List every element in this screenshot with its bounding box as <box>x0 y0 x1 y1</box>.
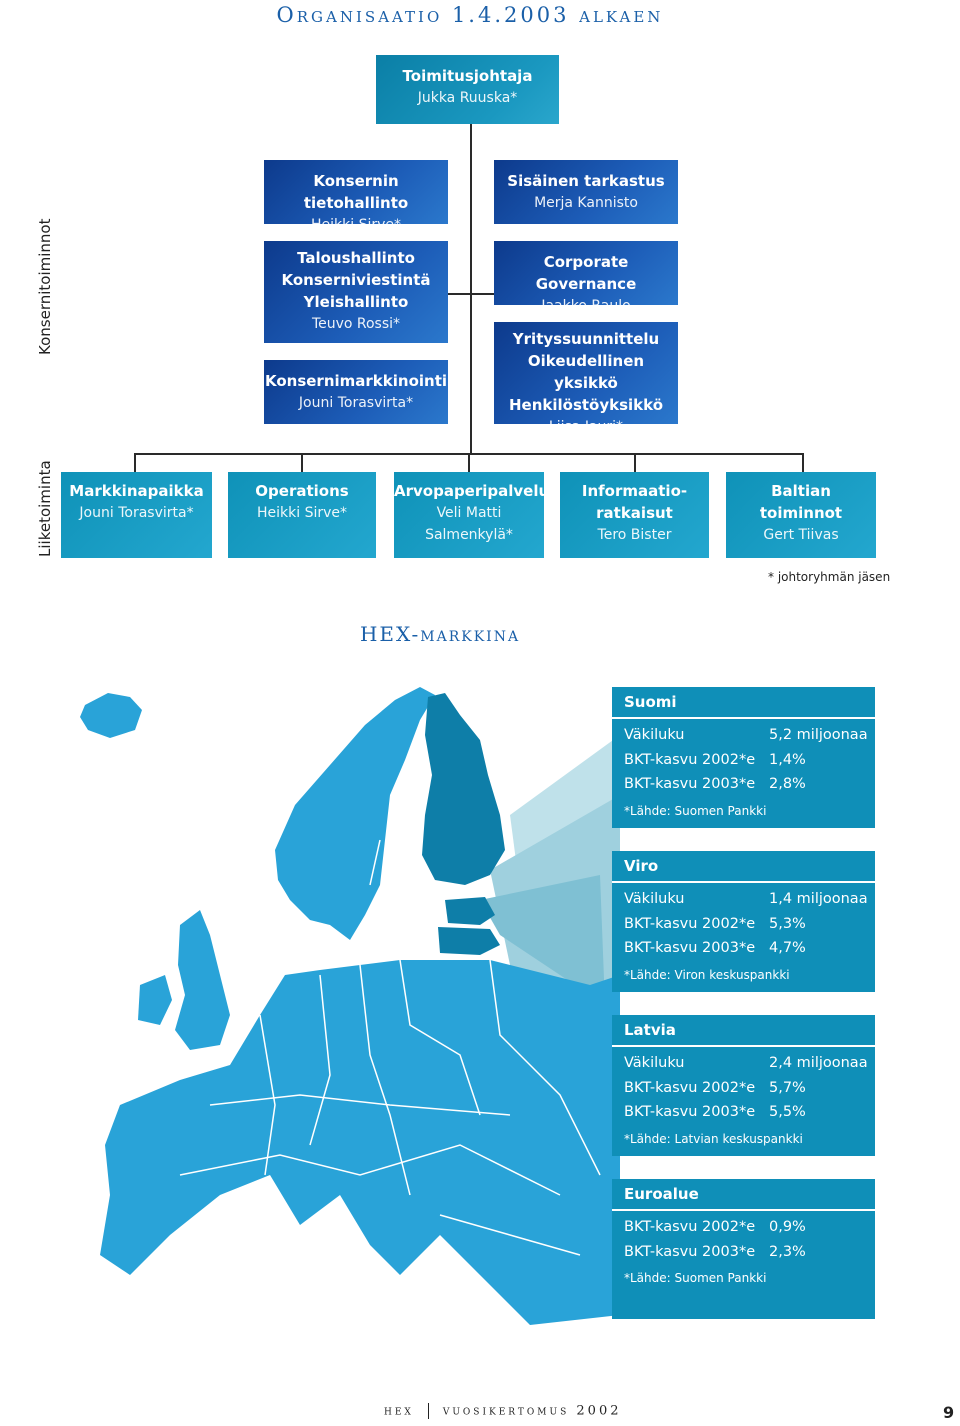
stats-latvia <box>612 1015 875 1156</box>
stat-row: BKT-kasvu 2002*e 0,9% <box>624 1219 806 1235</box>
footer-right: vuosikertomus 2002 <box>442 1403 622 1419</box>
page-title: Organisaatio 1.4.2003 alkaen <box>276 3 664 27</box>
connector-drop-4 <box>634 453 636 472</box>
map-ireland <box>138 975 172 1025</box>
stat-row: BKT-kasvu 2003*e 4,7% <box>624 940 806 956</box>
hex-market-title: HEX-markkina <box>359 622 521 646</box>
stat-row: BKT-kasvu 2002*e 5,7% <box>624 1079 806 1096</box>
unit-finance-communications: Taloushallinto Konserniviestintä Yleishallinto Teuvo Rossi* <box>264 241 448 343</box>
europe-map <box>60 675 620 1355</box>
map-mainland <box>100 960 620 1325</box>
stats-viro-heading: Viro <box>612 851 875 883</box>
map-scandinavia <box>275 687 435 940</box>
stat-row: BKT-kasvu 2003*e 5,5% <box>624 1104 806 1120</box>
page-footer <box>384 1403 622 1419</box>
footnote: * johtoryhmän jäsen <box>768 570 891 584</box>
unit-group-marketing: Konsernimarkkinointi Jouni Torasvirta* <box>264 360 448 424</box>
map-britain <box>175 910 230 1050</box>
connector-left-branch <box>448 293 494 295</box>
business-unit-securities-services: Arvopaperipalvelut Veli Matti Salmenkylä* <box>394 472 544 558</box>
footer-left: hex <box>384 1403 414 1419</box>
stats-viro <box>612 851 875 992</box>
connector-drop-3 <box>468 453 470 472</box>
stat-row: BKT-kasvu 2003*e 2,8% <box>624 776 806 792</box>
connector-drop-2 <box>301 453 303 472</box>
page-number: 9 <box>943 1403 955 1422</box>
stats-source: *Lähde: Viron keskuspankki <box>624 967 790 982</box>
business-unit-information-solutions: Informaatio- ratkaisut Tero Bister <box>560 472 709 558</box>
stats-source: *Lähde: Suomen Pankki <box>624 1271 767 1285</box>
stat-row: BKT-kasvu 2002*e 1,4% <box>624 751 806 768</box>
stats-latvia-heading: Latvia <box>612 1015 875 1047</box>
stat-row: Väkiluku 1,4 miljoonaa <box>624 891 868 907</box>
map-finland <box>422 693 505 885</box>
stats-euroalue <box>612 1179 875 1319</box>
stat-row: BKT-kasvu 2002*e 5,3% <box>624 915 806 932</box>
ceo-box <box>376 55 559 124</box>
stats-source: *Lähde: Suomen Pankki <box>624 803 767 818</box>
unit-corporate-governance: Corporate Governance Jaakko Raulo <box>494 241 678 305</box>
connector-drop-1 <box>134 453 136 472</box>
stat-row: Väkiluku 5,2 miljoonaa <box>624 727 868 743</box>
stats-euroalue-heading: Euroalue <box>612 1179 875 1211</box>
connector-trunk <box>470 124 472 454</box>
map-iceland <box>80 693 142 738</box>
business-unit-baltic-operations: Baltian toiminnot Gert Tiivas <box>726 472 876 558</box>
ceo-name: Jukka Ruuska* <box>417 90 518 106</box>
unit-it-management: Konsernin tietohallinto Heikki Sirve* <box>264 160 448 224</box>
stat-row: Väkiluku 2,4 miljoonaa <box>624 1055 868 1071</box>
stat-row: BKT-kasvu 2003*e 2,3% <box>624 1243 806 1260</box>
unit-corporate-planning: Yrityssuunnittelu Oikeudellinen yksikkö Henkilöstöyksikkö Liisa Jauri* <box>494 322 678 424</box>
business-unit-operations: Operations Heikki Sirve* <box>228 472 376 558</box>
stats-source: *Lähde: Latvian keskuspankki <box>624 1131 803 1146</box>
map-latvia <box>438 927 500 955</box>
business-unit-marketplace: Markkinapaikka Jouni Torasvirta* <box>61 472 212 558</box>
business-label: Liiketoiminta <box>36 460 54 557</box>
ceo-title: Toimitusjohtaja <box>402 67 533 85</box>
group-functions-label: Konsernitoiminnot <box>36 218 54 355</box>
stats-suomi <box>612 687 875 828</box>
stats-suomi-heading: Suomi <box>612 687 875 719</box>
connector-drop-5 <box>802 453 804 472</box>
unit-internal-audit: Sisäinen tarkastus Merja Kannisto <box>494 160 678 224</box>
footer-divider <box>428 1403 429 1419</box>
